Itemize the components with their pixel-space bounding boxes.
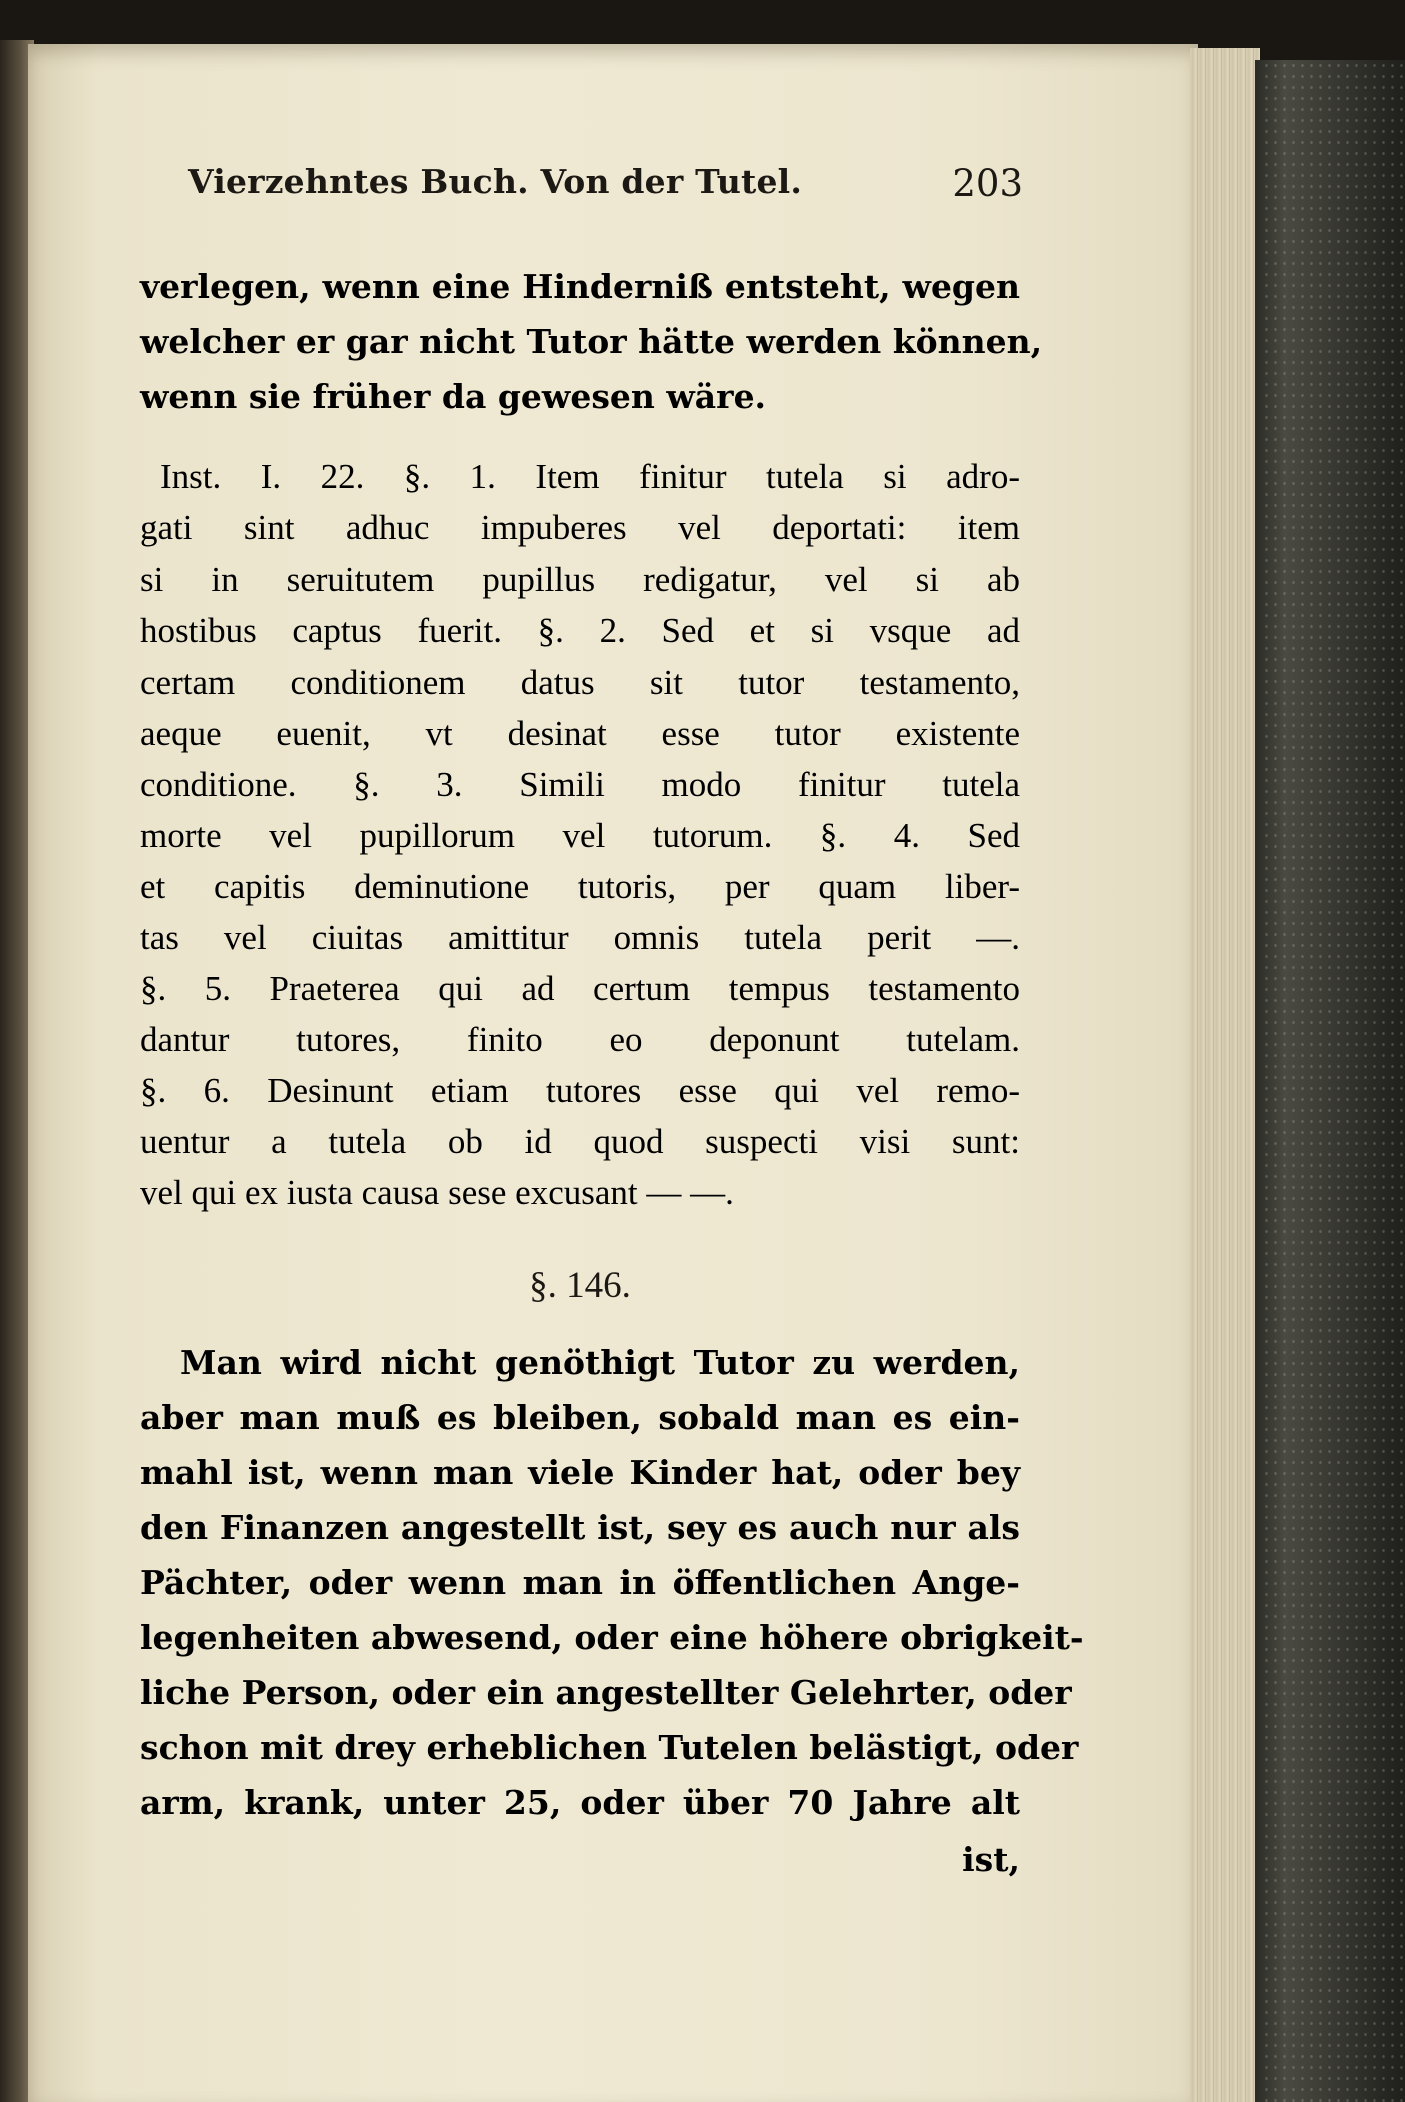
text-line: schon mit drey erheblichen Tutelen belästigt, oder	[140, 1728, 1079, 1767]
text-line: aeque euenit, vt desinat esse tutor existente	[140, 714, 1020, 753]
text-line: liche Person, oder ein angestellter Gelehrter, oder	[140, 1673, 1072, 1712]
text-line: Pächter, oder wenn man in öffentlichen Ange-	[140, 1563, 1020, 1602]
running-title: Vierzehntes Buch. Von der Tutel.	[188, 162, 803, 201]
text-line: si in seruitutem pupillus redigatur, vel si ab	[140, 560, 1020, 599]
text-line: et capitis deminutione tutoris, per quam liber-	[140, 867, 1020, 906]
text-line: §. 6. Desinunt etiam tutores esse qui vel remo-	[140, 1071, 1020, 1110]
text-line: welcher er gar nicht Tutor hätte werden können,	[140, 322, 1043, 361]
binding-texture	[1262, 60, 1405, 2102]
section-heading: §. 146.	[529, 1265, 631, 1306]
text-line: aber man muß es bleiben, sobald man es ein-	[140, 1398, 1020, 1437]
text-line: hostibus captus fuerit. §. 2. Sed et si vsque ad	[140, 611, 1020, 650]
text-line: conditione. §. 3. Simili modo finitur tutela	[140, 765, 1020, 804]
page-edges	[1190, 48, 1260, 2102]
text-line: arm, krank, unter 25, oder über 70 Jahre alt	[140, 1783, 1020, 1822]
text-line: wenn sie früher da gewesen wäre.	[140, 377, 767, 416]
page-header	[188, 162, 1023, 222]
text-line: Man wird nicht genöthigt Tutor zu werden,	[180, 1343, 1020, 1382]
text-line: certam conditionem datus sit tutor testamento,	[140, 663, 1020, 702]
catchword: ist,	[962, 1840, 1020, 1879]
text-line: uentur a tutela ob id quod suspecti visi sunt:	[140, 1122, 1020, 1161]
text-line: mahl ist, wenn man viele Kinder hat, oder bey	[140, 1453, 1020, 1492]
text-line: legenheiten abwesend, oder eine höhere obrigkeit-	[140, 1618, 1084, 1657]
text-line: dantur tutores, finito eo deponunt tutelam.	[140, 1020, 1020, 1059]
text-line: §. 5. Praeterea qui ad certum tempus testamento	[140, 969, 1020, 1008]
text-line: vel qui ex iusta causa sese excusant — —.	[140, 1173, 734, 1212]
text-line: tas vel ciuitas amittitur omnis tutela perit —.	[140, 918, 1020, 957]
page-number: 203	[952, 162, 1023, 205]
text-line: den Finanzen angestellt ist, sey es auch nur als	[140, 1508, 1020, 1547]
text-line: morte vel pupillorum vel tutorum. §. 4. Sed	[140, 816, 1020, 855]
text-line: verlegen, wenn eine Hinderniß entsteht, wegen	[140, 267, 1020, 306]
text-line: Inst. I. 22. §. 1. Item finitur tutela si adro-	[160, 457, 1020, 496]
text-line: gati sint adhuc impuberes vel deportati: item	[140, 508, 1020, 547]
